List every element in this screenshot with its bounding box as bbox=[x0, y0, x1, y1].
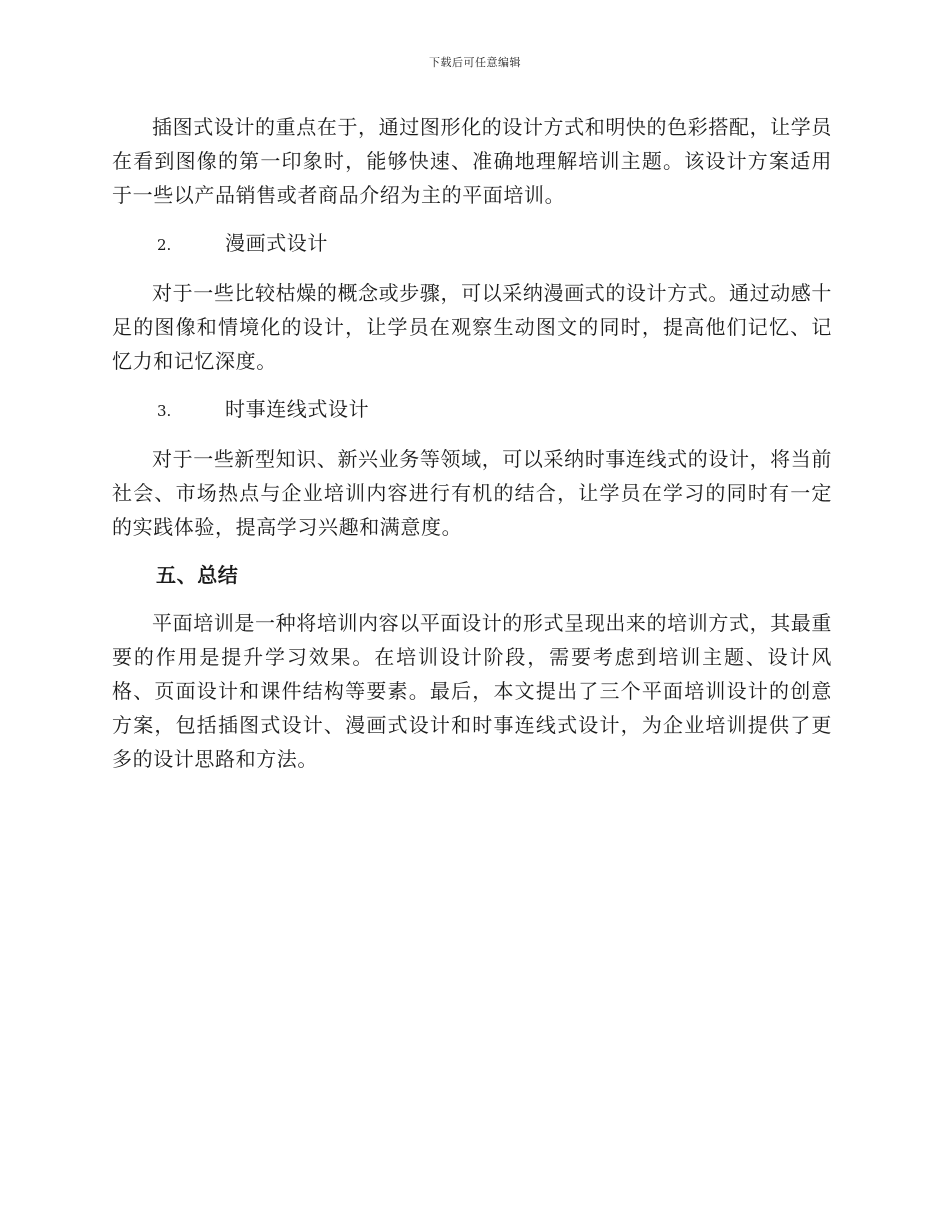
subheading-text: 时事连线式设计 bbox=[225, 397, 370, 421]
section-heading-summary: 五、总结 bbox=[156, 563, 239, 587]
page-header-note: 下载后可任意编辑 bbox=[429, 56, 521, 69]
subheading-number: 3. bbox=[157, 402, 172, 420]
paragraph-illustration-design: 插图式设计的重点在于，通过图形化的设计方式和明快的色彩搭配，让学员在看到图像的第一印象时，能够快速、准确地理解培训主题。该设计方案适用于一些以产品销售或者商品介绍为主的平面培训。 bbox=[112, 115, 832, 207]
document-body bbox=[112, 110, 832, 790]
subheading-current-events-design bbox=[112, 392, 832, 428]
subheading-comic-design bbox=[112, 226, 832, 262]
paragraph-comic-design: 对于一些比较枯燥的概念或步骤，可以采纳漫画式的设计方式。通过动感十足的图像和情境化的设计，让学员在观察生动图文的同时，提高他们记忆、记忆力和记忆深度。 bbox=[112, 281, 832, 373]
subheading-number: 2. bbox=[157, 236, 172, 254]
paragraph-summary: 平面培训是一种将培训内容以平面设计的形式呈现出来的培训方式，其最重要的作用是提升学习效果。在培训设计阶段，需要考虑到培训主题、设计风格、页面设计和课件结构等要素。最后，本文提出了三个平面培训设计的创意方案，包括插图式设计、漫画式设计和时事连线式设计，为企业培训提供了更多的设计思路和方法。 bbox=[112, 611, 832, 771]
paragraph-current-events-design: 对于一些新型知识、新兴业务等领域，可以采纳时事连线式的设计，将当前社会、市场热点与企业培训内容进行有机的结合，让学员在学习的同时有一定的实践体验，提高学习兴趣和满意度。 bbox=[112, 447, 832, 539]
subheading-text: 漫画式设计 bbox=[225, 231, 328, 255]
